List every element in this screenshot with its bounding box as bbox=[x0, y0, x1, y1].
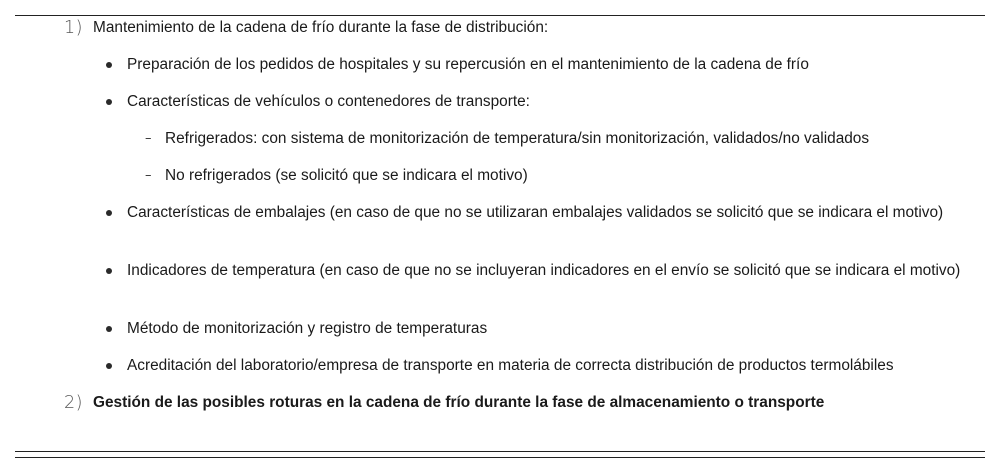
bullet-icon bbox=[106, 363, 112, 369]
item-number: 1) bbox=[64, 18, 83, 38]
dash-icon: – bbox=[145, 168, 152, 183]
bullet-icon bbox=[106, 326, 112, 332]
bullet-text: Método de monitorización y registro de temperaturas bbox=[127, 320, 488, 337]
bullet-icon bbox=[106, 210, 112, 216]
bullet-icon bbox=[106, 268, 112, 274]
table-bottom-rule bbox=[15, 451, 985, 452]
item-text: Gestión de las posibles roturas en la cadena de frío durante la fase de almacenamiento o transporte bbox=[93, 394, 825, 411]
bullet-icon bbox=[106, 99, 112, 105]
bullet-text: Indicadores de temperatura (en caso de que no se incluyeran indicadores en el envío se solicitó que se indicara el motivo) bbox=[127, 262, 961, 279]
table-top-rule bbox=[15, 15, 985, 16]
bullet-text: Características de embalajes (en caso de que no se utilizaran embalajes validados se solicitó que se indicara el motivo) bbox=[127, 204, 944, 221]
item-text: Mantenimiento de la cadena de frío durante la fase de distribución: bbox=[93, 19, 549, 36]
table-bottom-rule-secondary bbox=[15, 457, 985, 458]
bullet-text: Preparación de los pedidos de hospitales y su repercusión en el mantenimiento de la cadena de frío bbox=[127, 56, 809, 73]
dash-icon: – bbox=[145, 131, 152, 146]
bullet-icon bbox=[106, 62, 112, 68]
bullet-text: Acreditación del laboratorio/empresa de transporte en materia de correcta distribución de productos termolábiles bbox=[127, 357, 894, 374]
sub-bullet-text: Refrigerados: con sistema de monitorización de temperatura/sin monitorización, validados/no validados bbox=[165, 130, 870, 147]
bullet-text: Características de vehículos o contenedores de transporte: bbox=[127, 93, 530, 110]
item-number: 2) bbox=[64, 393, 83, 413]
sub-bullet-text: No refrigerados (se solicitó que se indicara el motivo) bbox=[165, 167, 528, 184]
